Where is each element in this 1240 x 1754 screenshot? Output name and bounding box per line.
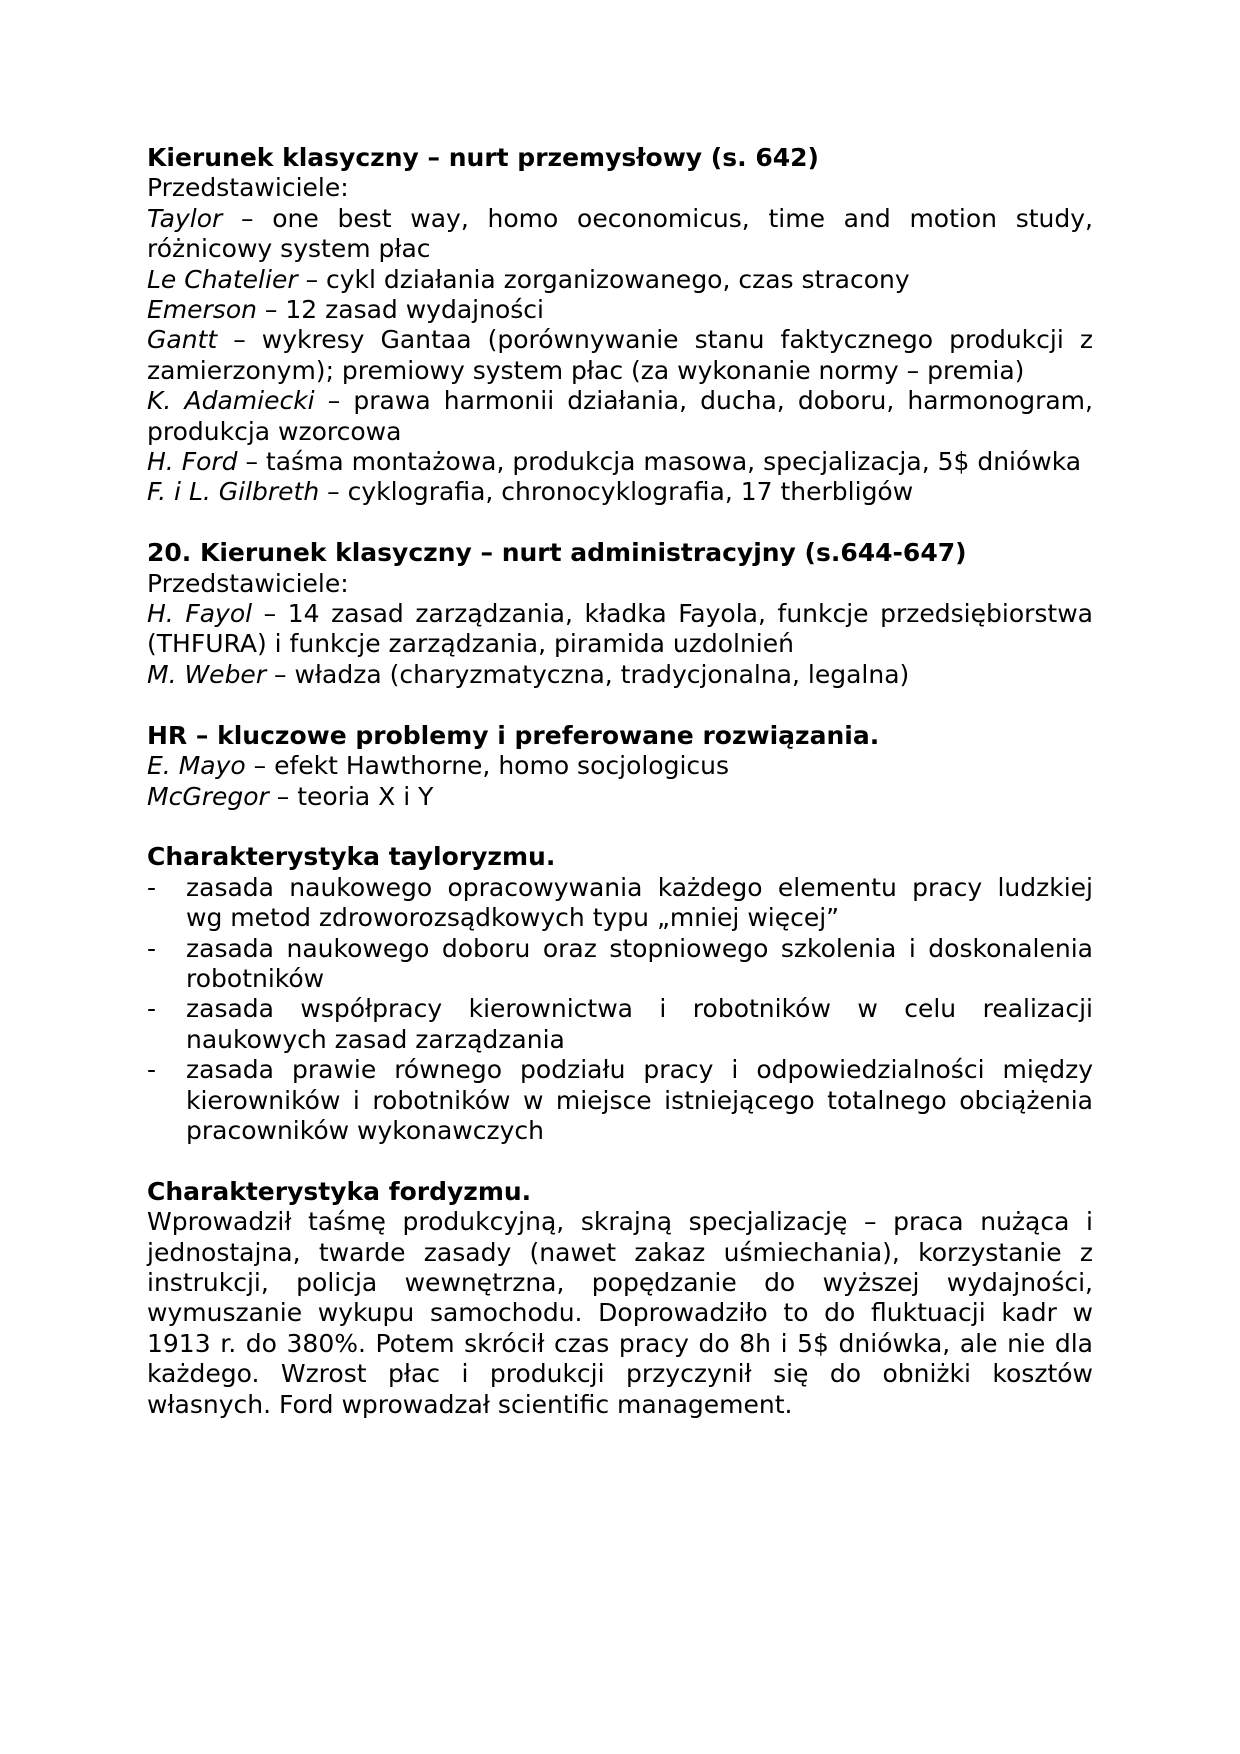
entry-name: M. Weber (147, 659, 267, 689)
entry-name: K. Adamiecki (147, 386, 315, 416)
entry-text: – 14 zasad zarządzania, kładka Fayola, funkcje przedsiębiorstwa (THFURA) i funkcje zarządzania, piramida uzdolnień (147, 599, 1093, 659)
list-item-text: zasada prawie równego podziału pracy i odpowiedzialności między kierowników i robotników w miejsce istniejącego totalnego obciążenia pracowników wykonawczych (186, 1055, 1093, 1145)
section-heading: Charakterystyka tayloryzmu. (147, 842, 556, 872)
entry (147, 447, 1093, 477)
entry (147, 386, 1093, 447)
entry-text: – 12 zasad wydajności (256, 295, 544, 325)
list-item (147, 1055, 1093, 1146)
list-item (147, 994, 1093, 1055)
entry-text: – efekt Hawthorne, homo socjologicus (245, 751, 730, 781)
entry-name: E. Mayo (147, 751, 246, 781)
entry-text: – teoria X i Y (268, 781, 434, 811)
bullet-list (147, 873, 1093, 1147)
entry-name: Gantt (147, 325, 218, 355)
entry-text: – taśma montażowa, produkcja masowa, specjalizacja, 5$ dniówka (237, 447, 1082, 477)
section-heading: Kierunek klasyczny – nurt przemysłowy (s. 642) (147, 143, 819, 172)
entry (147, 782, 1093, 812)
section-industrial (147, 143, 1093, 508)
entry-name: Le Chatelier (147, 264, 298, 294)
section-taylorism (147, 842, 1093, 1146)
entry-name: H. Fayol (147, 599, 253, 629)
fordism-paragraph: Wprowadził taśmę produkcyjną, skrajną specjalizację – praca nużąca i jednostajna, twarde zasady (nawet zakaz uśmiechania), korzystanie z instrukcji, policja wewnętrzna, popędzanie do wyższej wydajności, wymuszanie wykupu samochodu. Doprowadziło to do fluktuacji kadr w 1913 r. do 380%. Potem skrócił czas pracy do 8h i 5$ dniówka, ale nie dla każdego. Wzrost płac i produkcji przyczynił się do obniżki kosztów własnych. Ford wprowadzał scientific management. (147, 1207, 1093, 1419)
entry-text: – wykresy Gantaa (porównywanie stanu faktycznego produkcji z zamierzonym); premiowy system płac (za wykonanie normy – premia) (147, 325, 1093, 385)
entry (147, 477, 1093, 507)
entry-name: Emerson (147, 295, 257, 325)
list-item-text: zasada naukowego doboru oraz stopniowego szkolenia i doskonalenia robotników (186, 933, 1093, 993)
entry (147, 599, 1093, 660)
section-heading: 20. Kierunek klasyczny – nurt administracyjny (s.644-647) (147, 538, 967, 568)
section-hr (147, 721, 1093, 812)
bullet-dash: - (147, 1055, 157, 1085)
entry (147, 660, 1093, 690)
entry-text: – cyklografia, chronocyklografia, 17 therbligów (319, 477, 914, 507)
section-fordism (147, 1177, 1093, 1420)
representatives-label: Przedstawiciele: (147, 173, 349, 203)
entry (147, 295, 1093, 325)
list-item-text: zasada współpracy kierownictwa i robotników w celu realizacji naukowych zasad zarządzania (186, 994, 1093, 1054)
list-item (147, 934, 1093, 995)
section-heading: Charakterystyka fordyzmu. (147, 1176, 532, 1206)
entry (147, 265, 1093, 295)
bullet-dash: - (147, 872, 157, 902)
entry-text: – władza (charyzmatyczna, tradycjonalna, legalna) (266, 659, 910, 689)
entry-name: F. i L. Gilbreth (147, 477, 320, 507)
bullet-dash: - (147, 994, 157, 1024)
list-item (147, 873, 1093, 934)
entry-text: – one best way, homo oeconomicus, time and motion study, różnicowy system płac (147, 203, 1093, 264)
section-administrative (147, 538, 1093, 690)
entry (147, 325, 1093, 386)
entry (147, 751, 1093, 781)
entry (147, 204, 1093, 265)
entry-name: Taylor (147, 203, 223, 233)
entry-text: – prawa harmonii działania, ducha, doboru, harmonogram, produkcja wzorcowa (147, 386, 1093, 446)
entry-name: H. Ford (147, 447, 238, 477)
section-heading: HR – kluczowe problemy i preferowane rozwiązania. (147, 720, 880, 750)
list-item-text: zasada naukowego opracowywania każdego elementu pracy ludzkiej wg metod zdroworozsądkowych typu „mniej więcej” (186, 872, 1093, 933)
representatives-label: Przedstawiciele: (147, 568, 349, 598)
entry-text: – cykl działania zorganizowanego, czas stracony (297, 264, 910, 294)
bullet-dash: - (147, 933, 157, 963)
entry-name: McGregor (147, 781, 269, 811)
document-page (147, 143, 1093, 1450)
